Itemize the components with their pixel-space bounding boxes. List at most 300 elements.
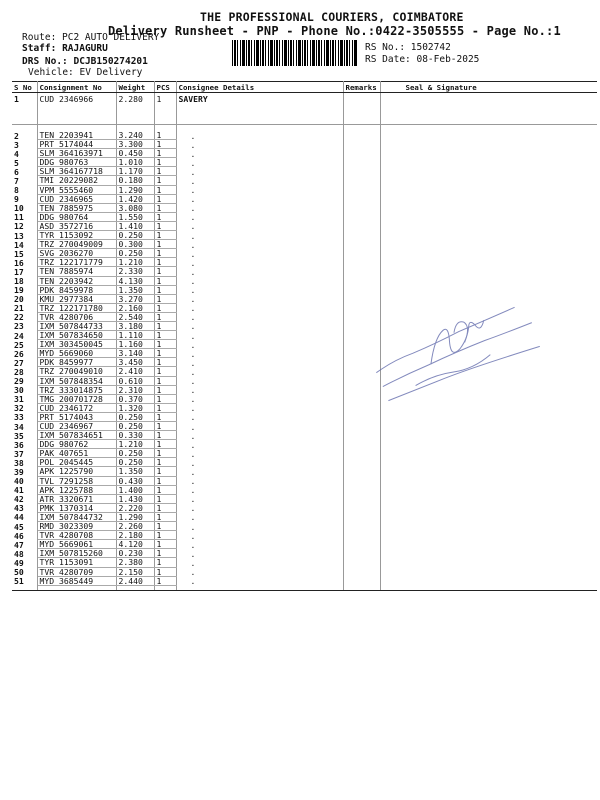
row-consignment: IXM 303450045: [37, 340, 116, 349]
row-consignee: .: [176, 212, 343, 221]
table-row: [12, 394, 597, 403]
row-seal: [380, 531, 597, 540]
row-pcs: 1: [154, 267, 176, 276]
row-consignment: SLM 364163971: [37, 149, 116, 158]
row-sno: 37: [12, 449, 37, 458]
table-row: [12, 167, 597, 176]
row-consignee: .: [176, 412, 343, 421]
row-pcs: 1: [154, 358, 176, 367]
col-header-weight: Weight: [116, 82, 154, 93]
row-consignee: .: [176, 276, 343, 285]
row-sno: 32: [12, 403, 37, 412]
row-seal: [380, 458, 597, 467]
row-pcs: 1: [154, 249, 176, 258]
row-consignee: .: [176, 540, 343, 549]
row-consignment: TEN 2203942: [37, 276, 116, 285]
row-seal: [380, 549, 597, 558]
row-seal: [380, 231, 597, 240]
row-consignment: PDK 8459977: [37, 358, 116, 367]
row-consignee: .: [176, 394, 343, 403]
row-sno: 14: [12, 240, 37, 249]
table-header-row: [12, 82, 597, 93]
row-seal: [380, 267, 597, 276]
table-row: [12, 240, 597, 249]
row-consignment: KMU 2977384: [37, 294, 116, 303]
row-remarks: [343, 149, 380, 158]
row-sno: 8: [12, 185, 37, 194]
row-consignment: TYR 1153092: [37, 231, 116, 240]
row-remarks: [343, 494, 380, 503]
table-row: [12, 449, 597, 458]
row-sno: 29: [12, 376, 37, 385]
row-sno: 4: [12, 149, 37, 158]
table-row: [12, 440, 597, 449]
row-pcs: 1: [154, 285, 176, 294]
row-consignment: APK 1225788: [37, 485, 116, 494]
row-seal: [380, 294, 597, 303]
row-pcs: 1: [154, 485, 176, 494]
row-weight: 1.420: [116, 194, 154, 203]
row-consignee: .: [176, 531, 343, 540]
row-weight: 0.180: [116, 176, 154, 185]
row-consignee: .: [176, 203, 343, 212]
row-consignee: .: [176, 176, 343, 185]
row-sno: 31: [12, 394, 37, 403]
row-consignee: .: [176, 258, 343, 267]
row-pcs: 1: [154, 403, 176, 412]
row-consignee: .: [176, 294, 343, 303]
row-sno: 11: [12, 212, 37, 221]
row-sno: 25: [12, 340, 37, 349]
row-seal: [380, 576, 597, 585]
table-row: [12, 458, 597, 467]
row-sno: 9: [12, 194, 37, 203]
row-pcs: 1: [154, 258, 176, 267]
row-consignment: TEN 2203941: [37, 131, 116, 140]
row-consignment: IXM 507844733: [37, 321, 116, 330]
table-row: [12, 431, 597, 440]
row-seal: [380, 503, 597, 512]
row-consignee: .: [176, 567, 343, 576]
col-header-sno: S No: [12, 82, 37, 93]
row-remarks: [343, 185, 380, 194]
row-seal: [380, 494, 597, 503]
row-consignment: MYD 3685449: [37, 576, 116, 585]
table-row: [12, 249, 597, 258]
row-seal: [380, 422, 597, 431]
row-weight: 1.320: [116, 403, 154, 412]
table-row: [12, 231, 597, 240]
row-seal: [380, 476, 597, 485]
row-weight: 0.230: [116, 549, 154, 558]
row-consignee: .: [176, 194, 343, 203]
row-weight: 3.180: [116, 321, 154, 330]
row-seal: [380, 276, 597, 285]
row-seal: [380, 522, 597, 531]
table-row: [12, 467, 597, 476]
row-remarks: [343, 231, 380, 240]
row-pcs: 1: [154, 349, 176, 358]
row-sno: 27: [12, 358, 37, 367]
row-seal: [380, 131, 597, 140]
row-weight: 2.540: [116, 312, 154, 321]
table-row: [12, 203, 597, 212]
row-seal: [380, 167, 597, 176]
row-seal: [380, 221, 597, 230]
row-consignee: .: [176, 512, 343, 521]
row-consignee: .: [176, 240, 343, 249]
row-consignee: .: [176, 476, 343, 485]
row-weight: 0.250: [116, 458, 154, 467]
row-consignee: .: [176, 312, 343, 321]
row-pcs: 1: [154, 549, 176, 558]
row-consignee: .: [176, 358, 343, 367]
row-seal: [380, 431, 597, 440]
table-row: [12, 185, 597, 194]
row-weight: 3.080: [116, 203, 154, 212]
row-pcs: 1: [154, 503, 176, 512]
table-row: [12, 567, 597, 576]
row-remarks: [343, 422, 380, 431]
row-seal: [380, 567, 597, 576]
row-consignment: PDK 8459978: [37, 285, 116, 294]
row-sno: 51: [12, 576, 37, 585]
row-weight: 1.290: [116, 512, 154, 521]
company-title: THE PROFESSIONAL COURIERS, COIMBATORE: [200, 10, 464, 24]
row-sno: 26: [12, 349, 37, 358]
row-sno: 28: [12, 367, 37, 376]
row-pcs: 1: [154, 531, 176, 540]
row-weight: 2.150: [116, 567, 154, 576]
row-remarks: [343, 321, 380, 330]
row-sno: 44: [12, 512, 37, 521]
row-remarks: [343, 294, 380, 303]
table-row: [12, 140, 597, 149]
row-sno: 39: [12, 467, 37, 476]
row-weight: 1.170: [116, 167, 154, 176]
row-sno: 36: [12, 440, 37, 449]
row-consignee: .: [176, 331, 343, 340]
row-pcs: 1: [154, 376, 176, 385]
row-consignee: .: [176, 485, 343, 494]
row-pcs: 1: [154, 558, 176, 567]
row-remarks: [343, 403, 380, 412]
staff-name: RAJAGURU: [62, 43, 108, 54]
row-consignment: IXM 507815260: [37, 549, 116, 558]
table-row: [12, 422, 597, 431]
table-row: [12, 522, 597, 531]
row-remarks: [343, 549, 380, 558]
drs-line: [22, 56, 148, 67]
row-consignee: .: [176, 267, 343, 276]
row-consignee: .: [176, 367, 343, 376]
row-pcs: 1: [154, 385, 176, 394]
staff-line: [22, 43, 108, 54]
row-remarks: [343, 93, 380, 125]
row-remarks: [343, 167, 380, 176]
row-sno: 10: [12, 203, 37, 212]
row-weight: 0.430: [116, 476, 154, 485]
row-seal: [380, 140, 597, 149]
barcode: [232, 40, 357, 66]
row-pcs: 1: [154, 221, 176, 230]
row-sno: 40: [12, 476, 37, 485]
table-row: [12, 93, 597, 125]
row-consignment: POL 2045445: [37, 458, 116, 467]
row-weight: 1.210: [116, 258, 154, 267]
row-consignment: TEN 7885974: [37, 267, 116, 276]
row-sno: 21: [12, 303, 37, 312]
row-sno: 12: [12, 221, 37, 230]
row-pcs: 1: [154, 276, 176, 285]
row-consignee: .: [176, 458, 343, 467]
row-consignee: .: [176, 558, 343, 567]
row-weight: 2.440: [116, 576, 154, 585]
row-consignment: PRT 5174044: [37, 140, 116, 149]
table-bottom-rule: [12, 585, 597, 590]
row-weight: 2.310: [116, 385, 154, 394]
row-sno: 23: [12, 321, 37, 330]
table-row: [12, 485, 597, 494]
row-weight: 1.400: [116, 485, 154, 494]
row-pcs: 1: [154, 458, 176, 467]
table-row: [12, 158, 597, 167]
row-weight: 3.300: [116, 140, 154, 149]
row-consignment: TRZ 270049009: [37, 240, 116, 249]
row-seal: [380, 194, 597, 203]
row-consignment: TRZ 270049010: [37, 367, 116, 376]
table-row: [12, 476, 597, 485]
row-remarks: [343, 312, 380, 321]
row-weight: 1.350: [116, 285, 154, 294]
row-pcs: 1: [154, 412, 176, 421]
row-consignment: PRT 5174043: [37, 412, 116, 421]
row-consignee: .: [176, 422, 343, 431]
row-seal: [380, 558, 597, 567]
row-remarks: [343, 412, 380, 421]
row-consignee: .: [176, 249, 343, 258]
drs-number: DCJB150274201: [73, 56, 148, 67]
row-sno: 1: [12, 93, 37, 125]
row-consignment: TVR 4280706: [37, 312, 116, 321]
row-consignment: APK 1225790: [37, 467, 116, 476]
row-seal: [380, 258, 597, 267]
row-sno: 19: [12, 285, 37, 294]
vehicle-text: Vehicle: EV Delivery: [28, 67, 143, 78]
row-seal: [380, 93, 597, 125]
row-remarks: [343, 140, 380, 149]
row-weight: 4.130: [116, 276, 154, 285]
table-row: [12, 403, 597, 412]
row-seal: [380, 203, 597, 212]
row-weight: 0.250: [116, 249, 154, 258]
table-row: [12, 131, 597, 140]
row-consignment: TVL 7291258: [37, 476, 116, 485]
row-weight: 1.430: [116, 494, 154, 503]
table-row: [12, 176, 597, 185]
row-remarks: [343, 212, 380, 221]
row-consignment: IXM 507844732: [37, 512, 116, 521]
row-weight: 1.160: [116, 340, 154, 349]
row-weight: 0.250: [116, 231, 154, 240]
row-consignee: .: [176, 140, 343, 149]
row-remarks: [343, 303, 380, 312]
row-seal: [380, 240, 597, 249]
row-consignee: .: [176, 522, 343, 531]
row-remarks: [343, 285, 380, 294]
row-sno: 50: [12, 567, 37, 576]
row-pcs: 1: [154, 194, 176, 203]
row-remarks: [343, 221, 380, 230]
row-pcs: 1: [154, 158, 176, 167]
table-row: [12, 194, 597, 203]
row-consignment: TVR 4280709: [37, 567, 116, 576]
row-remarks: [343, 467, 380, 476]
row-remarks: [343, 458, 380, 467]
table-row: [12, 267, 597, 276]
row-sno: 46: [12, 531, 37, 540]
row-weight: 0.370: [116, 394, 154, 403]
row-sno: 13: [12, 231, 37, 240]
row-seal: [380, 212, 597, 221]
col-header-consignee: Consignee Details: [176, 82, 343, 93]
row-sno: 41: [12, 485, 37, 494]
row-sno: 33: [12, 412, 37, 421]
row-remarks: [343, 194, 380, 203]
row-remarks: [343, 249, 380, 258]
row-sno: 35: [12, 431, 37, 440]
row-seal: [380, 449, 597, 458]
row-pcs: 1: [154, 431, 176, 440]
row-remarks: [343, 567, 380, 576]
row-sno: 43: [12, 503, 37, 512]
row-pcs: 1: [154, 149, 176, 158]
row-consignment: CUD 2346965: [37, 194, 116, 203]
row-consignment: PMK 1370314: [37, 503, 116, 512]
row-seal: [380, 285, 597, 294]
row-weight: 1.210: [116, 440, 154, 449]
row-sno: 30: [12, 385, 37, 394]
table-row: [12, 412, 597, 421]
row-weight: 2.180: [116, 531, 154, 540]
row-remarks: [343, 440, 380, 449]
row-consignment: RMD 3023309: [37, 522, 116, 531]
row-consignment: TMI 20229082: [37, 176, 116, 185]
row-sno: 5: [12, 158, 37, 167]
row-sno: 34: [12, 422, 37, 431]
row-consignment: CUD 2346967: [37, 422, 116, 431]
row-consignee: SAVERY: [176, 93, 343, 125]
row-pcs: 1: [154, 93, 176, 125]
row-weight: 2.380: [116, 558, 154, 567]
row-remarks: [343, 240, 380, 249]
row-seal: [380, 249, 597, 258]
row-seal: [380, 149, 597, 158]
row-pcs: 1: [154, 240, 176, 249]
row-consignee: .: [176, 167, 343, 176]
row-remarks: [343, 276, 380, 285]
row-pcs: 1: [154, 176, 176, 185]
row-weight: 1.290: [116, 185, 154, 194]
row-remarks: [343, 267, 380, 276]
row-sno: 49: [12, 558, 37, 567]
row-sno: 17: [12, 267, 37, 276]
row-sno: 24: [12, 331, 37, 340]
col-header-seal: Seal & Signature: [380, 82, 597, 93]
row-weight: 2.220: [116, 503, 154, 512]
row-consignee: .: [176, 285, 343, 294]
row-consignment: TMG 200701728: [37, 394, 116, 403]
row-sno: 3: [12, 140, 37, 149]
row-consignee: .: [176, 376, 343, 385]
row-consignment: IXM 507834651: [37, 431, 116, 440]
row-consignment: IXM 507834650: [37, 331, 116, 340]
row-weight: 0.300: [116, 240, 154, 249]
row-remarks: [343, 449, 380, 458]
row-consignment: ASD 3572716: [37, 221, 116, 230]
row-sno: 7: [12, 176, 37, 185]
col-header-pcs: PCS: [154, 82, 176, 93]
row-consignment: SLM 364167718: [37, 167, 116, 176]
table-row: [12, 558, 597, 567]
row-weight: 3.140: [116, 349, 154, 358]
row-sno: 22: [12, 312, 37, 321]
table-row: [12, 512, 597, 521]
row-consignment: TRZ 333014875: [37, 385, 116, 394]
row-consignee: .: [176, 349, 343, 358]
row-weight: 1.350: [116, 467, 154, 476]
row-sno: 16: [12, 258, 37, 267]
row-sno: 15: [12, 249, 37, 258]
row-pcs: 1: [154, 185, 176, 194]
row-weight: 0.250: [116, 412, 154, 421]
table-row: [12, 276, 597, 285]
row-weight: 2.330: [116, 267, 154, 276]
row-weight: 1.010: [116, 158, 154, 167]
row-remarks: [343, 503, 380, 512]
table-row: [12, 212, 597, 221]
row-weight: 1.410: [116, 221, 154, 230]
row-pcs: 1: [154, 303, 176, 312]
row-seal: [380, 440, 597, 449]
row-pcs: 1: [154, 294, 176, 303]
row-consignment: MYD 5669060: [37, 349, 116, 358]
row-weight: 2.410: [116, 367, 154, 376]
row-consignment: VPM 5555460: [37, 185, 116, 194]
row-seal: [380, 512, 597, 521]
row-weight: 1.550: [116, 212, 154, 221]
table-row: [12, 540, 597, 549]
row-pcs: 1: [154, 522, 176, 531]
row-sno: 42: [12, 494, 37, 503]
row-weight: 0.330: [116, 431, 154, 440]
row-consignment: TYR 1153091: [37, 558, 116, 567]
row-pcs: 1: [154, 449, 176, 458]
rs-date: RS Date: 08-Feb-2025: [365, 54, 480, 65]
row-consignee: .: [176, 440, 343, 449]
row-sno: 48: [12, 549, 37, 558]
row-remarks: [343, 158, 380, 167]
row-consignment: TRZ 122171779: [37, 258, 116, 267]
row-pcs: 1: [154, 131, 176, 140]
row-remarks: [343, 394, 380, 403]
row-remarks: [343, 476, 380, 485]
row-pcs: 1: [154, 467, 176, 476]
row-consignee: .: [176, 431, 343, 440]
row-sno: 20: [12, 294, 37, 303]
row-consignee: .: [176, 185, 343, 194]
row-sno: 45: [12, 522, 37, 531]
